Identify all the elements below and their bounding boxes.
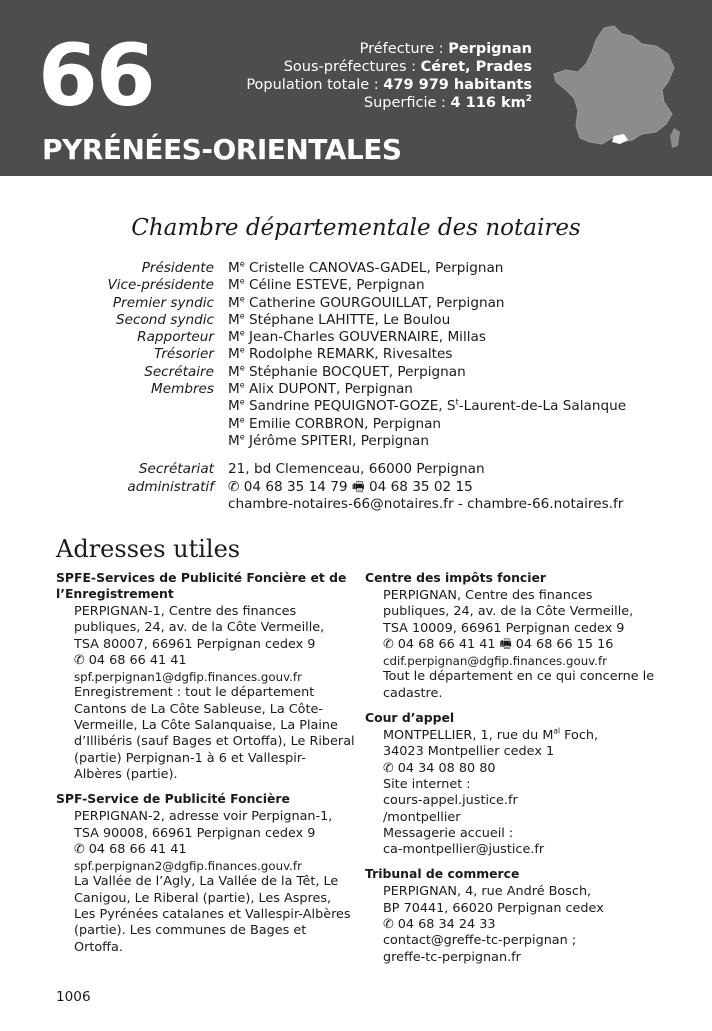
section-heading: SPF-Service de Publicité Foncière [56, 791, 290, 807]
web-link[interactable]: cours-appel.justice.fr [383, 793, 518, 809]
prefecture-label: Préfecture : [359, 41, 449, 57]
france-outline [554, 26, 674, 144]
section-line: (partie). Les communes de Bages et [74, 923, 307, 939]
member-role: Membres [151, 381, 214, 398]
section-line: publiques, 24, av. de la Côte Vermeille, [74, 620, 325, 636]
address-section [365, 570, 665, 702]
section-line: cadastre. [383, 685, 443, 701]
email-link[interactable]: contact@greffe-tc-perpignan ; [383, 933, 577, 949]
member-name: Me Catherine GOURGOUILLAT, Perpignan [228, 294, 505, 311]
web-link[interactable]: /montpellier [383, 809, 461, 825]
section-line: TSA 90008, 66961 Perpignan cedex 9 [74, 825, 316, 841]
member-role: Rapporteur [137, 329, 214, 346]
section-heading: Centre des impôts foncier [365, 570, 547, 585]
section-line: PERPIGNAN, Centre des finances [383, 588, 593, 603]
section-line: MONTPELLIER, 1, rue du $M^{al}$ Foch, [383, 726, 599, 744]
secretariat-label-2: administratif [127, 478, 214, 495]
member-role: Secrétaire [144, 363, 214, 380]
address-section [365, 866, 665, 965]
section-line: Enregistrement : tout le département [74, 685, 315, 701]
member-name: Me Jérôme SPITERI, Perpignan [228, 432, 429, 449]
sous-prefectures-label: Sous-préfectures : [283, 59, 421, 75]
section-line: Canigou, Le Riberal (partie), Les Aspres, [74, 890, 332, 906]
address-section [56, 791, 356, 956]
section-line: Messagerie accueil : [383, 825, 514, 841]
member-role: Second syndic [116, 311, 214, 328]
phone-line: ✆ 04 34 08 80 80 [383, 760, 496, 776]
section-line: BP 70441, 66020 Perpignan cedex [383, 900, 604, 916]
address-section [365, 710, 665, 858]
section-line: (partie) Perpignan-1 à 6 et Vallespir- [74, 750, 306, 766]
member-row [60, 277, 700, 294]
adresses-right-column [365, 570, 665, 974]
page-number: 1006 [56, 989, 91, 1005]
email-link[interactable]: ca-montpellier@justice.fr [383, 842, 545, 858]
phone-line: ✆ 04 68 66 41 41 [74, 841, 187, 857]
section-line: PERPIGNAN, 4, rue André Bosch, [383, 884, 592, 900]
section-line: Tout le département en ce qui concerne le [383, 669, 655, 685]
member-row [60, 312, 700, 329]
member-row [60, 364, 700, 381]
section-line: Albères (partie). [74, 766, 178, 782]
member-name: Me Emilie CORBRON, Perpignan [228, 415, 442, 432]
adresses-title: Adresses utiles [56, 535, 241, 563]
chamber-members [60, 260, 700, 450]
prefecture-value: Perpignan [448, 41, 532, 57]
member-row [60, 346, 700, 363]
member-row [60, 398, 700, 415]
member-name: Me Stéphane LAHITTE, Le Boulou [228, 311, 451, 328]
population-label: Population totale : [246, 77, 384, 93]
section-line: publiques, 24, av. de la Côte Vermeille, [383, 604, 634, 620]
member-role [60, 416, 228, 433]
member-role: Premier syndic [112, 294, 214, 311]
secretariat-web-link[interactable]: chambre-notaires-66@notaires.fr - chambre-66.notaires.fr [228, 496, 624, 512]
section-body [365, 588, 665, 702]
section-heading: SPFE-Services de Publicité Foncière et de l’Enregistrement [56, 570, 347, 601]
section-line: TSA 80007, 66961 Perpignan cedex 9 [74, 636, 316, 652]
secretariat-block [60, 461, 700, 514]
phone-icon: ✆ [228, 478, 240, 495]
member-name: Me Jean-Charles GOUVERNAIRE, Millas [228, 328, 486, 346]
member-name: Me Cristelle CANOVAS-GADEL, Perpignan [228, 259, 504, 276]
member-name: Me Alix DUPONT, Perpignan [228, 380, 413, 398]
section-body [365, 728, 665, 858]
sous-prefectures-row [246, 58, 532, 76]
section-line: Ortoffa. [74, 939, 123, 955]
member-role: Trésorier [154, 346, 214, 363]
member-name: Me Céline ESTEVE, Perpignan [228, 276, 425, 294]
department-header [0, 0, 712, 176]
superficie-value: 4 116 km [450, 95, 526, 111]
member-row [60, 260, 700, 277]
email-link[interactable]: spf.perpignan2@dgfip.finances.gouv.fr [74, 859, 302, 874]
department-name: PYRÉNÉES-ORIENTALES [42, 133, 402, 166]
section-body [56, 604, 356, 783]
address-section [56, 570, 356, 783]
section-body [56, 809, 356, 956]
member-row [60, 381, 700, 398]
department-stats [246, 40, 532, 112]
section-body [365, 884, 665, 965]
member-name: Me Sandrine PEQUIGNOT-GOZE, $S^t-Laurent-de-La$ Salanque [228, 397, 627, 415]
phone-line: ✆ 04 68 66 41 41 🖷 04 68 66 15 16 [383, 636, 614, 652]
section-line: PERPIGNAN-2, adresse voir Perpignan-1, [74, 809, 333, 825]
section-line: PERPIGNAN-1, Centre des finances [74, 604, 297, 619]
adresses-left-column [56, 570, 356, 964]
secretariat-phone: 04 68 35 14 79 [243, 478, 348, 495]
superficie-row [246, 94, 532, 112]
secretariat-address: 21, bd Clemenceau, 66000 Perpignan [228, 461, 485, 477]
section-line: TSA 10009, 66961 Perpignan cedex 9 [383, 620, 625, 636]
population-row [246, 76, 532, 94]
secretariat-label: Secrétariat [138, 461, 214, 477]
section-line: Les Pyrénées catalanes et Vallespir-Albères [74, 907, 351, 923]
fax-icon: 🖷 [351, 478, 365, 495]
member-role [60, 398, 228, 415]
member-row [60, 329, 700, 346]
france-map-icon [552, 24, 684, 154]
section-line: 34023 Montpellier cedex 1 [383, 744, 555, 760]
email-link[interactable]: spf.perpignan1@dgfip.finances.gouv.fr [74, 670, 302, 685]
secretariat-contacts [228, 479, 473, 497]
population-value: 479 979 habitants [383, 77, 532, 93]
section-line: Vermeille, La Côte Salanquaise, La Plaine [74, 718, 338, 734]
department-number: 66 [38, 26, 154, 126]
member-name: Me Rodolphe REMARK, Rivesaltes [228, 345, 453, 363]
member-role: Vice-présidente [107, 277, 214, 294]
web-link[interactable]: greffe-tc-perpignan.fr [383, 949, 521, 965]
section-heading: Tribunal de commerce [365, 866, 520, 882]
sous-prefectures-value: Céret, Prades [420, 59, 532, 75]
phone-line: ✆ 04 68 34 24 33 [383, 917, 496, 933]
section-line: La Vallée de l’Agly, La Vallée de la Têt, Le [74, 874, 339, 890]
member-role: Présidente [141, 260, 214, 276]
section-line: d’Illibéris (sauf Bages et Ortoffa), Le Riberal [74, 734, 355, 750]
member-row [60, 433, 700, 450]
secretariat-fax: 04 68 35 02 15 [369, 478, 473, 495]
member-row [60, 295, 700, 312]
member-role [60, 433, 228, 450]
superficie-exponent: 2 [525, 94, 532, 105]
section-heading: Cour d’appel [365, 710, 455, 726]
prefecture-row [246, 40, 532, 58]
section-line: Site internet : [383, 776, 471, 792]
chamber-title: Chambre départementale des notaires [131, 215, 581, 241]
section-line: Cantons de La Côte Sableuse, La Côte- [74, 701, 324, 717]
email-link[interactable]: cdif.perpignan@dgfip.finances.gouv.fr [383, 654, 608, 669]
member-name: Me Stéphanie BOCQUET, Perpignan [228, 363, 466, 380]
superficie-label: Superficie : [363, 95, 451, 111]
member-row [60, 416, 700, 433]
phone-line: ✆ 04 68 66 41 41 [74, 652, 187, 668]
corsica-island [670, 128, 680, 148]
